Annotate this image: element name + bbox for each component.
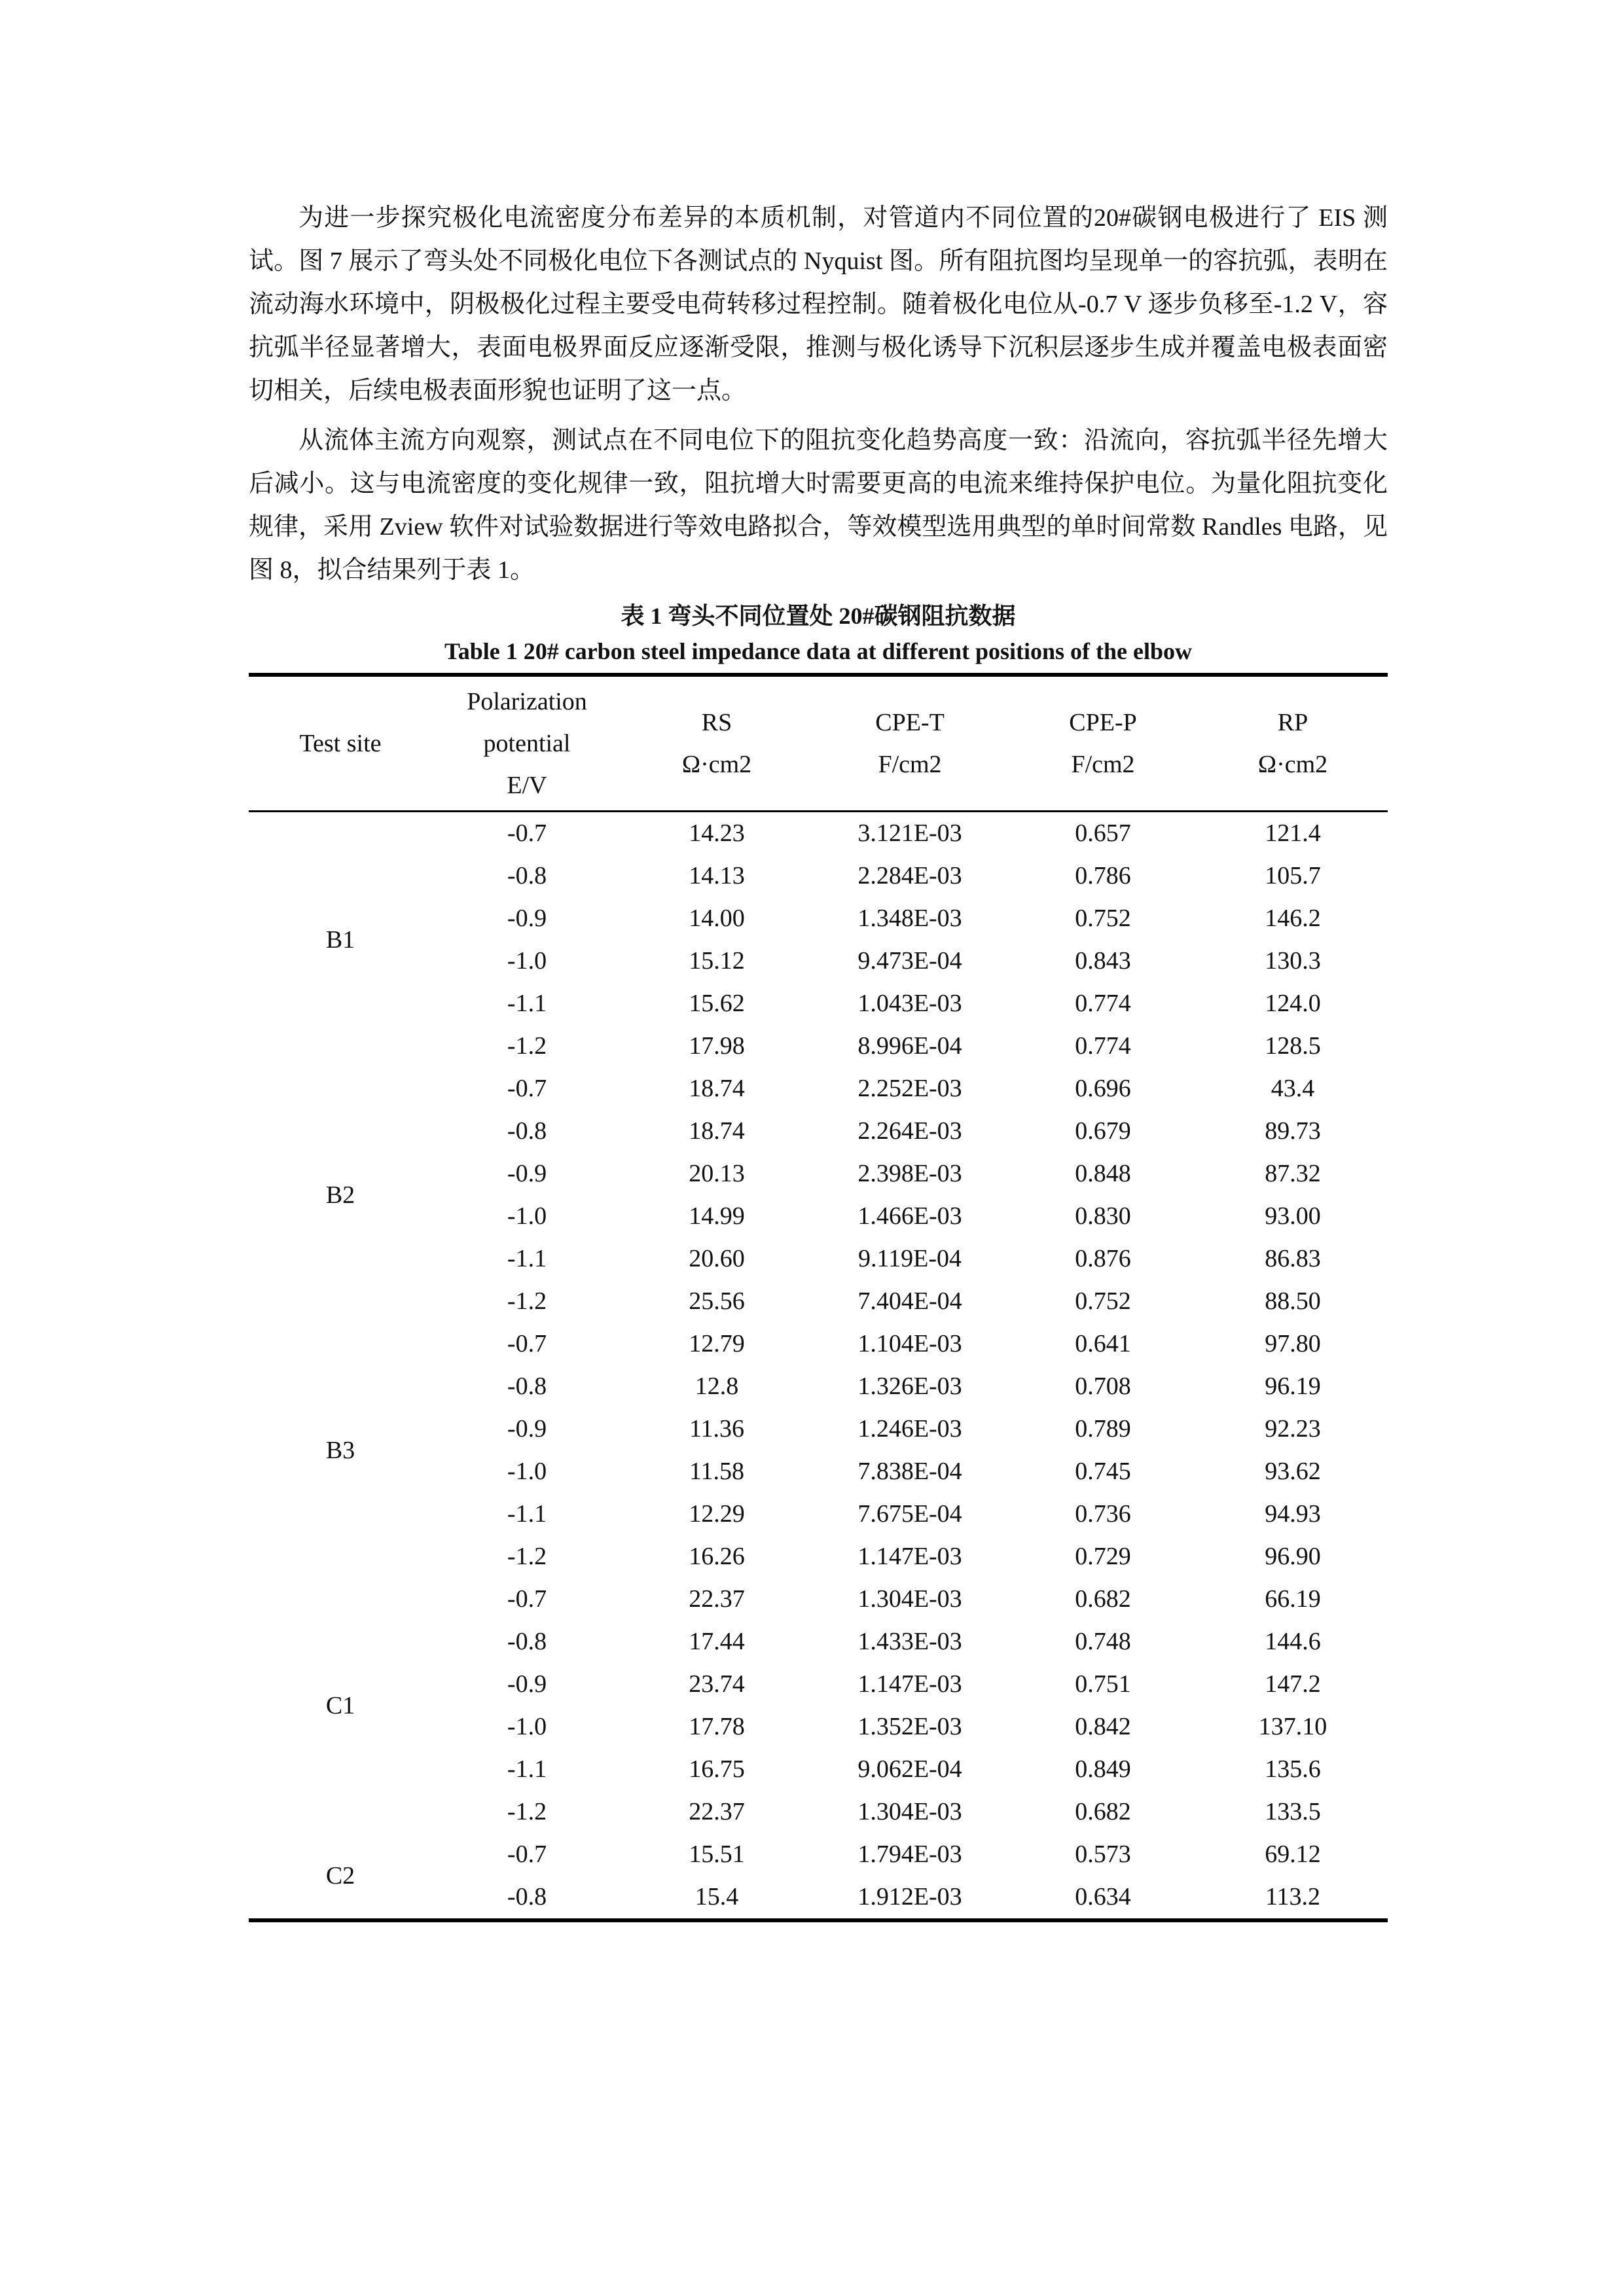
header-polarization-potential: Polarization potential E/V <box>467 688 587 799</box>
cell-rp: 89.73 <box>1265 1117 1321 1145</box>
cell-potential: -0.8 <box>507 1883 547 1910</box>
cell-rs: 20.13 <box>689 1160 745 1187</box>
cell-cpe-t: 1.466E-03 <box>857 1202 962 1230</box>
cell-potential: -1.1 <box>507 1245 547 1272</box>
cell-cpe-p: 0.729 <box>1075 1543 1131 1570</box>
cell-cpe-p: 0.682 <box>1075 1585 1131 1613</box>
cell-cpe-t: 9.062E-04 <box>857 1755 962 1783</box>
cell-rp: 121.4 <box>1265 819 1321 847</box>
cell-rp: 96.19 <box>1265 1372 1321 1400</box>
cell-cpe-t: 1.326E-03 <box>857 1372 962 1400</box>
cell-potential: -0.9 <box>507 1670 547 1698</box>
cell-rp: 93.00 <box>1265 1202 1321 1230</box>
cell-rs: 17.44 <box>689 1628 745 1655</box>
cell-cpe-t: 1.147E-03 <box>857 1543 962 1570</box>
cell-rs: 23.74 <box>689 1670 745 1698</box>
cell-cpe-p: 0.751 <box>1075 1670 1131 1698</box>
cell-cpe-p: 0.748 <box>1075 1628 1131 1655</box>
cell-rp: 113.2 <box>1265 1883 1321 1910</box>
cell-potential: -0.7 <box>507 1840 547 1868</box>
cell-rs: 12.8 <box>695 1372 739 1400</box>
header-rp: RP Ω·cm2 <box>1257 709 1328 778</box>
table-caption-zh: 表 1 弯头不同位置处 20#碳钢阻抗数据 <box>621 603 1016 629</box>
cell-rs: 15.4 <box>695 1883 739 1910</box>
cell-cpe-p: 0.752 <box>1075 1287 1131 1315</box>
cell-rp: 43.4 <box>1271 1075 1315 1102</box>
cell-cpe-t: 1.304E-03 <box>857 1585 962 1613</box>
cell-rp: 124.0 <box>1265 990 1321 1017</box>
cell-cpe-p: 0.786 <box>1075 862 1131 889</box>
cell-cpe-t: 2.252E-03 <box>857 1075 962 1102</box>
cell-potential: -0.7 <box>507 1585 547 1613</box>
page <box>249 196 1388 1922</box>
cell-rs: 17.78 <box>689 1713 745 1740</box>
cell-rs: 20.60 <box>689 1245 745 1272</box>
header-cpe-t: CPE-T F/cm2 <box>875 709 945 778</box>
cell-rs: 11.58 <box>689 1458 745 1485</box>
cell-cpe-p: 0.848 <box>1075 1160 1131 1187</box>
impedance-table <box>249 673 1388 1922</box>
cell-potential: -1.2 <box>507 1032 547 1060</box>
cell-potential: -0.9 <box>507 905 547 932</box>
cell-rs: 15.51 <box>689 1840 745 1868</box>
cell-rp: 147.2 <box>1265 1670 1321 1698</box>
cell-rp: 105.7 <box>1265 862 1321 889</box>
cell-potential: -0.8 <box>507 1117 547 1145</box>
cell-cpe-t: 1.246E-03 <box>857 1415 962 1443</box>
cell-potential: -1.2 <box>507 1287 547 1315</box>
cell-cpe-t: 1.794E-03 <box>857 1840 962 1868</box>
cell-rs: 11.36 <box>689 1415 745 1443</box>
cell-cpe-t: 1.304E-03 <box>857 1798 962 1825</box>
cell-potential: -1.0 <box>507 1202 547 1230</box>
cell-cpe-t: 7.838E-04 <box>857 1458 962 1485</box>
table-row <box>249 812 1388 855</box>
cell-test-site: C2 <box>325 1861 355 1890</box>
cell-cpe-p: 0.842 <box>1075 1713 1131 1740</box>
cell-rs: 15.62 <box>689 990 745 1017</box>
cell-cpe-t: 9.119E-04 <box>858 1245 962 1272</box>
cell-rs: 22.37 <box>689 1585 745 1613</box>
cell-potential: -0.7 <box>507 819 547 847</box>
cell-cpe-t: 1.043E-03 <box>857 990 962 1017</box>
cell-potential: -0.9 <box>507 1160 547 1187</box>
cell-test-site: B3 <box>325 1436 355 1464</box>
table-header-row <box>249 675 1388 812</box>
cell-rs: 18.74 <box>689 1075 745 1102</box>
cell-cpe-p: 0.774 <box>1075 1032 1131 1060</box>
cell-cpe-t: 1.104E-03 <box>857 1330 962 1357</box>
cell-rp: 92.23 <box>1265 1415 1321 1443</box>
cell-cpe-p: 0.774 <box>1075 990 1131 1017</box>
table-row <box>249 1833 1388 1876</box>
cell-rp: 137.10 <box>1258 1713 1327 1740</box>
cell-rp: 86.83 <box>1265 1245 1321 1272</box>
cell-cpe-p: 0.634 <box>1075 1883 1131 1910</box>
cell-rp: 135.6 <box>1265 1755 1321 1783</box>
cell-cpe-p: 0.736 <box>1075 1500 1131 1528</box>
cell-rs: 14.99 <box>689 1202 745 1230</box>
cell-rs: 12.79 <box>689 1330 745 1357</box>
cell-cpe-p: 0.789 <box>1075 1415 1131 1443</box>
cell-rp: 94.93 <box>1265 1500 1321 1528</box>
cell-rp: 130.3 <box>1265 947 1321 975</box>
cell-rs: 18.74 <box>689 1117 745 1145</box>
cell-potential: -0.7 <box>507 1075 547 1102</box>
cell-potential: -1.0 <box>507 1458 547 1485</box>
cell-cpe-p: 0.682 <box>1075 1798 1131 1825</box>
cell-potential: -1.2 <box>507 1798 547 1825</box>
cell-test-site: B1 <box>325 925 355 954</box>
cell-potential: -1.0 <box>507 947 547 975</box>
cell-cpe-p: 0.657 <box>1075 819 1131 847</box>
cell-rs: 16.26 <box>689 1543 745 1570</box>
cell-potential: -1.0 <box>507 1713 547 1740</box>
cell-rp: 97.80 <box>1265 1330 1321 1357</box>
cell-rp: 144.6 <box>1265 1628 1321 1655</box>
cell-potential: -0.8 <box>507 1628 547 1655</box>
table-body <box>249 812 1388 1921</box>
cell-potential: -0.8 <box>507 862 547 889</box>
cell-cpe-t: 2.284E-03 <box>857 862 962 889</box>
paragraph-1: 为进一步探究极化电流密度分布差异的本质机制，对管道内不同位置的20#碳钢电极进行了 EIS 测试。图 7 展示了弯头处不同极化电位下各测试点的 Nyquist 图。所有阻抗图均呈现单一的容抗弧，表明在流动海水环境中，阴极极化过程主要受电荷转移过程控制。随着极化电位从-0.7 V 逐步负移至-1.2 V，容抗弧半径显著增大，表面电极界面反应逐渐受限，推测与极化诱导下沉积层逐步生成并覆盖电极表面密切相关，后续电极表面形貌也证明了这一点。 <box>249 204 1388 404</box>
cell-potential: -1.1 <box>507 990 547 1017</box>
cell-cpe-t: 9.473E-04 <box>857 947 962 975</box>
cell-rp: 93.62 <box>1265 1458 1321 1485</box>
cell-cpe-p: 0.641 <box>1075 1330 1131 1357</box>
cell-cpe-t: 7.675E-04 <box>857 1500 962 1528</box>
cell-cpe-t: 1.352E-03 <box>857 1713 962 1740</box>
cell-rs: 15.12 <box>689 947 745 975</box>
cell-potential: -1.2 <box>507 1543 547 1570</box>
cell-rs: 16.75 <box>689 1755 745 1783</box>
cell-cpe-t: 7.404E-04 <box>857 1287 962 1315</box>
cell-rp: 69.12 <box>1265 1840 1321 1868</box>
cell-cpe-t: 8.996E-04 <box>857 1032 962 1060</box>
table-row <box>249 1323 1388 1365</box>
cell-rs: 17.98 <box>689 1032 745 1060</box>
cell-test-site: C1 <box>325 1691 355 1719</box>
table-row <box>249 1067 1388 1110</box>
cell-potential: -1.1 <box>507 1500 547 1528</box>
cell-rp: 87.32 <box>1265 1160 1321 1187</box>
cell-rp: 88.50 <box>1265 1287 1321 1315</box>
cell-cpe-t: 1.147E-03 <box>857 1670 962 1698</box>
cell-rs: 22.37 <box>689 1798 745 1825</box>
cell-cpe-t: 2.398E-03 <box>857 1160 962 1187</box>
cell-cpe-p: 0.679 <box>1075 1117 1131 1145</box>
cell-rs: 14.13 <box>689 862 745 889</box>
cell-rp: 66.19 <box>1265 1585 1321 1613</box>
cell-cpe-p: 0.830 <box>1075 1202 1131 1230</box>
cell-cpe-p: 0.708 <box>1075 1372 1131 1400</box>
cell-test-site: B2 <box>325 1181 355 1209</box>
cell-potential: -0.8 <box>507 1372 547 1400</box>
cell-rp: 128.5 <box>1265 1032 1321 1060</box>
cell-rs: 14.00 <box>689 905 745 932</box>
cell-potential: -0.9 <box>507 1415 547 1443</box>
cell-cpe-p: 0.876 <box>1075 1245 1131 1272</box>
table-caption-en: Table 1 20# carbon steel impedance data at different positions of the elbow <box>444 638 1192 664</box>
cell-cpe-p: 0.745 <box>1075 1458 1131 1485</box>
cell-cpe-t: 1.433E-03 <box>857 1628 962 1655</box>
cell-potential: -1.1 <box>507 1755 547 1783</box>
header-test-site: Test site <box>299 730 382 757</box>
cell-cpe-t: 1.912E-03 <box>857 1883 962 1910</box>
cell-cpe-t: 2.264E-03 <box>857 1117 962 1145</box>
cell-cpe-p: 0.696 <box>1075 1075 1131 1102</box>
cell-rs: 12.29 <box>689 1500 745 1528</box>
cell-cpe-p: 0.843 <box>1075 947 1131 975</box>
cell-potential: -0.7 <box>507 1330 547 1357</box>
paragraph-2: 从流体主流方向观察，测试点在不同电位下的阻抗变化趋势高度一致：沿流向，容抗弧半径先增大后减小。这与电流密度的变化规律一致，阻抗增大时需要更高的电流来维持保护电位。为量化阻抗变化规律，采用 Zview 软件对试验数据进行等效电路拟合，等效模型选用典型的单时间常数 Randles 电路，见图 8，拟合结果列于表 1。 <box>249 427 1388 584</box>
cell-cpe-t: 1.348E-03 <box>857 905 962 932</box>
cell-cpe-p: 0.849 <box>1075 1755 1131 1783</box>
cell-cpe-p: 0.752 <box>1075 905 1131 932</box>
cell-rp: 96.90 <box>1265 1543 1321 1570</box>
cell-rp: 133.5 <box>1265 1798 1321 1825</box>
header-rs: RS Ω·cm2 <box>681 709 752 778</box>
cell-rs: 14.23 <box>689 819 745 847</box>
cell-rs: 25.56 <box>689 1287 745 1315</box>
cell-rp: 146.2 <box>1265 905 1321 932</box>
cell-cpe-t: 3.121E-03 <box>857 819 962 847</box>
cell-cpe-p: 0.573 <box>1075 1840 1131 1868</box>
header-cpe-p: CPE-P F/cm2 <box>1069 709 1137 778</box>
table-row <box>249 1578 1388 1621</box>
